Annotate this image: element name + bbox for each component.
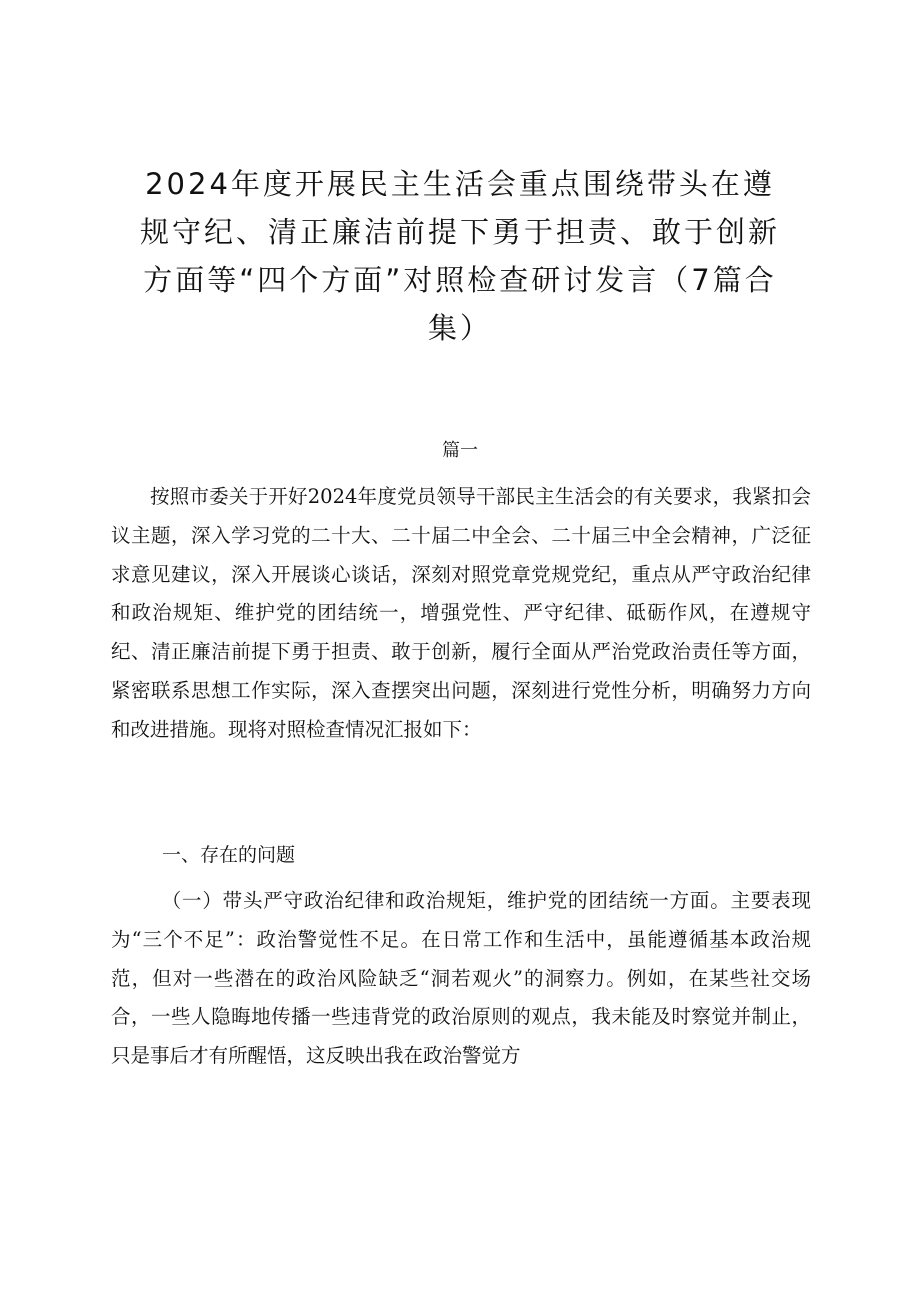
intro-paragraph: 按照市委关于开好2024年度党员领导干部民主生活会的有关要求，我紧扣会议主题，深入学习党的二十大、二十届二中全会、二十届三中全会精神，广泛征求意见建议，深入开展谈心谈话，深刻对照党章党规党纪，重点从严守政治纪律和政治规矩、维护党的团结统一，增强党性、严守纪律、砥砺作风，在遵规守纪、清正廉洁前提下勇于担责、敢于创新，履行全面从严治党政治责任等方面，紧密联系思想工作实际，深入查摆突出问题，深刻进行党性分析，明确努力方向和改进措施。现将对照检查情况汇报如下： bbox=[111, 485, 811, 741]
section-label: 篇一 bbox=[442, 440, 478, 461]
body-paragraph: （一）带头严守政治纪律和政治规矩，维护党的团结统一方面。主要表现为“三个不足”：政治警觉性不足。在日常工作和生活中，虽能遵循基本政治规范，但对一些潜在的政治风险缺乏“洞若观火”的洞察力。例如，在某些社交场合，一些人隐晦地传播一些违背党的政治原则的观点，我未能及时察觉并制止，只是事后才有所醒悟，这反映出我在政治警觉方 bbox=[111, 889, 811, 1068]
document-title: 2024年度开展民主生活会重点围绕带头在遵规守纪、清正廉洁前提下勇于担责、敢于创新方面等“四个方面”对照检查研讨发言（7篇合集） bbox=[140, 167, 781, 345]
section-heading: 一、存在的问题 bbox=[162, 844, 296, 866]
